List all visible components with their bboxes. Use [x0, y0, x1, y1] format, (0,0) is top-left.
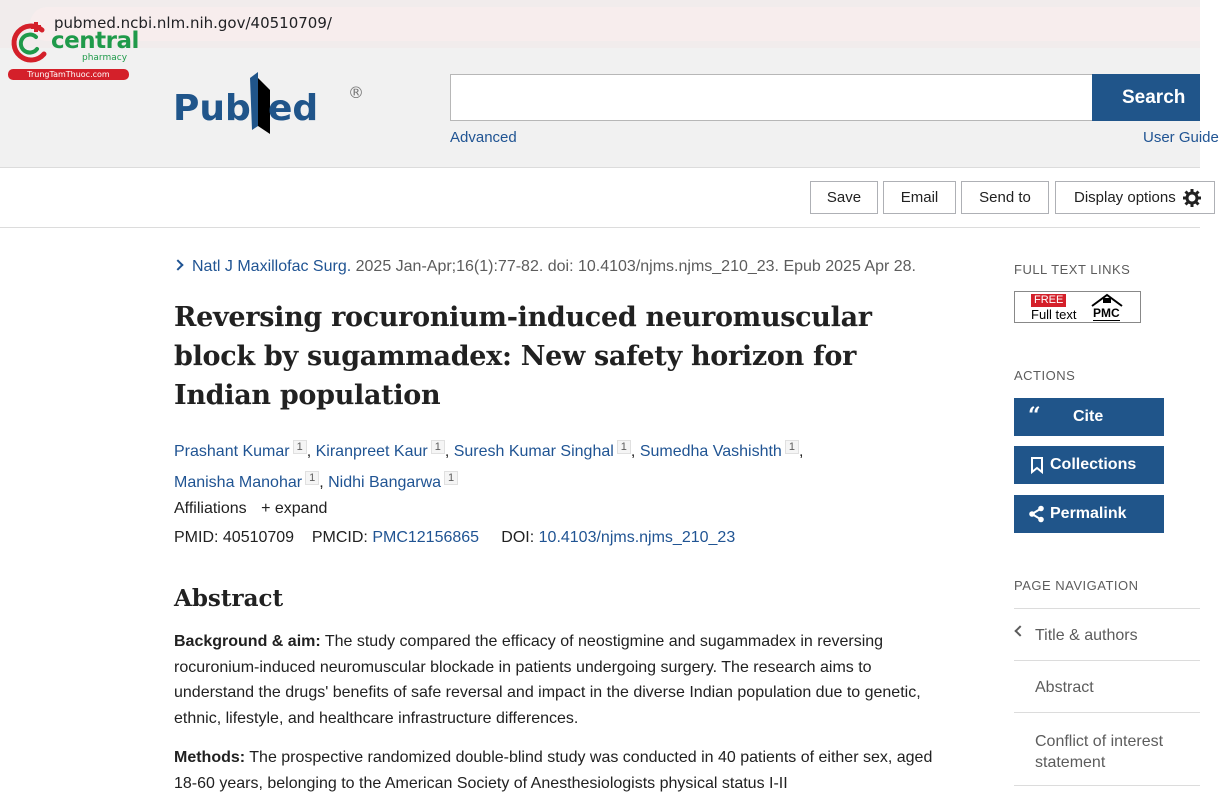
quote-icon: “: [1028, 403, 1041, 429]
author-link[interactable]: Prashant Kumar: [174, 443, 290, 460]
methods-label: Methods:: [174, 749, 246, 766]
affiliation-ref[interactable]: 1: [305, 471, 319, 485]
pharmacy-logo-icon: [6, 20, 52, 66]
pmcid-link[interactable]: PMC12156865: [372, 529, 480, 546]
nav-item-label: Abstract: [1035, 679, 1094, 696]
send-to-button[interactable]: Send to: [961, 181, 1049, 214]
pmc-roof-icon: [1090, 293, 1124, 307]
pmid-label: PMID:: [174, 529, 223, 546]
doi-label: DOI:: [501, 529, 539, 546]
search-input[interactable]: [450, 74, 1092, 121]
save-button[interactable]: Save: [810, 181, 878, 214]
article-toolbar: [0, 169, 1200, 228]
share-icon: [1028, 505, 1046, 523]
author-link[interactable]: Kiranpreet Kaur: [315, 443, 428, 460]
full-text-links-label: FULL TEXT LINKS: [1014, 262, 1131, 277]
pmc-free-label: FREE: [1031, 294, 1066, 307]
journal-citation: [174, 258, 916, 276]
expand-affiliations-button[interactable]: + expand: [261, 500, 328, 517]
article-title: Reversing rocuronium-induced neuromuscular block by sugammadex: New safety horizon for Indian population: [174, 302, 872, 411]
pubmed-logo-icon: [172, 70, 372, 140]
nav-item-abstract[interactable]: [1014, 660, 1200, 712]
pubmed-header: [0, 48, 1219, 168]
authors-list: Prashant Kumar $^1$ , Kiranpreet Kaur $^1$ , Suresh Kumar Singhal $^1$ , Sumedha Vashishth $^1$ , Manisha Manohar $^1$ , Nidhi Bangarwa $^1$: [174, 441, 804, 491]
browser-address-bar: [0, 0, 1200, 48]
abstract-methods: [174, 745, 954, 796]
display-options-button[interactable]: [1055, 181, 1215, 214]
affiliation-ref[interactable]: 1: [617, 440, 631, 454]
methods-text: The prospective randomized double-blind study was conducted in 40 patients of either sex, aged 18-60 years, belonging to the American Society of Anesthesiologists physical status I-II: [174, 749, 933, 792]
affiliation-ref[interactable]: 1: [293, 440, 307, 454]
collections-button[interactable]: [1014, 446, 1164, 484]
pmc-logo-text: PMC: [1093, 306, 1120, 320]
author-link[interactable]: Manisha Manohar: [174, 474, 303, 491]
cite-label: Cite: [1073, 408, 1104, 425]
display-options-label: Display options: [1074, 189, 1176, 206]
doi-link[interactable]: 10.4103/njms.njms_210_23: [538, 529, 736, 546]
background-label: Background & aim:: [174, 633, 321, 650]
author-link[interactable]: Suresh Kumar Singhal: [453, 443, 614, 460]
affiliation-ref[interactable]: 1: [785, 440, 799, 454]
author-link[interactable]: Nidhi Bangarwa: [328, 474, 442, 491]
pmid-value: 40510709: [222, 529, 295, 546]
pmcid-label: PMCID:: [311, 529, 373, 546]
actions-label: ACTIONS: [1014, 368, 1076, 383]
search-button[interactable]: Search: [1092, 74, 1200, 121]
citation-text: 2025 Jan-Apr;16(1):77-82. doi: 10.4103/njms.njms_210_23. Epub 2025 Apr 28.: [351, 258, 916, 275]
svg-text:Pub: Pub: [173, 88, 251, 129]
watermark-sub: pharmacy: [82, 53, 128, 63]
pmc-full-text-link[interactable]: [1014, 291, 1141, 323]
gear-icon: [1183, 189, 1201, 207]
nav-item-label: Conflict of interest statement: [1035, 733, 1164, 771]
advanced-search-link[interactable]: Advanced: [450, 129, 517, 146]
user-guide-link[interactable]: User Guide: [1143, 129, 1219, 146]
svg-text:ed: ed: [268, 88, 319, 129]
identifiers-row: [174, 529, 735, 547]
permalink-button[interactable]: [1014, 495, 1164, 533]
abstract-background: [174, 629, 954, 731]
affiliations-label: Affiliations: [174, 500, 247, 517]
url-text[interactable]: pubmed.ncbi.nlm.nih.gov/40510709/: [54, 14, 332, 32]
cite-button[interactable]: [1014, 398, 1164, 436]
nav-item-title-authors[interactable]: [1014, 608, 1200, 660]
permalink-label: Permalink: [1050, 505, 1127, 522]
svg-text:®: ®: [348, 83, 364, 102]
affiliation-ref[interactable]: 1: [431, 440, 445, 454]
email-button[interactable]: Email: [883, 181, 956, 214]
pubmed-logo[interactable]: [172, 70, 372, 140]
watermark-brand: central: [51, 28, 139, 54]
journal-link[interactable]: Natl J Maxillofac Surg.: [192, 258, 352, 275]
author-link[interactable]: Sumedha Vashishth: [639, 443, 782, 460]
watermark-logo: [4, 10, 139, 84]
watermark-site: TrungTamThuoc.com: [8, 69, 129, 80]
affiliation-ref[interactable]: 1: [444, 471, 458, 485]
bookmark-icon: [1028, 456, 1046, 474]
pmc-full-text-label: Full text: [1031, 307, 1077, 322]
nav-item-label: Title & authors: [1035, 627, 1138, 644]
chevron-left-icon: [1014, 625, 1025, 636]
abstract-heading: Abstract: [174, 585, 284, 612]
collections-label: Collections: [1050, 456, 1137, 473]
chevron-right-icon: [172, 259, 183, 270]
page-navigation-label: PAGE NAVIGATION: [1014, 578, 1139, 593]
affiliations-row: [174, 500, 327, 518]
nav-item-conflict[interactable]: [1014, 712, 1200, 786]
background-text: The study compared the efficacy of neostigmine and sugammadex in reversing rocuronium-induced neuromuscular blockade in patients undergoing surgery. The research aims to understand the drugs' benefits of safe reversal and impact in the diverse Indian population due to genetic, ethnic, lifestyle, and healthcare infrastructure differences.: [174, 633, 921, 727]
